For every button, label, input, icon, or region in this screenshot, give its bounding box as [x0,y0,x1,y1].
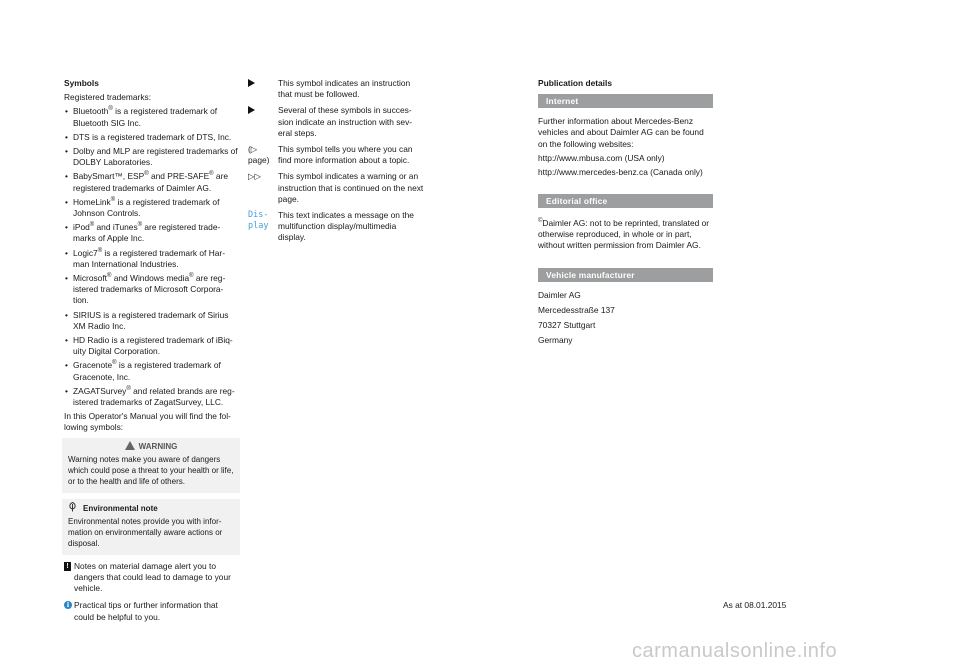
material-damage-note [64,561,238,595]
trademark-item: • Logic7® is a registered trademark of Har-man International Industries. [64,248,238,270]
internet-text: Further information about Mercedes-Benz vehicles and about Daimler AG can be found on the following websites: [538,116,704,149]
trademark-item: • Gracenote® is a registered trademark of Gracenote, Inc. [64,360,238,382]
environmental-note-text: Environmental notes provide you with infor-mation on environmentally aware actions or disposal. [68,516,223,548]
warning-triangle-icon [125,441,135,450]
publication-details-heading: Publication details [538,78,612,88]
symbol-label: ▷▷ [248,171,261,182]
symbol-cell [248,105,278,139]
editorial-text: ©Daimler AG: not to be reprinted, translated or otherwise reproduced, in whole or in part, without written permission from Daimler AG. [538,218,710,251]
trademark-item: • Microsoft® and Windows media® are reg-istered trademarks of Microsoft Corpora-tion. [64,273,238,307]
trademark-item: • BabySmart™, ESP® and PRE-SAFE® are registered trademarks of Daimler AG. [64,171,238,193]
symbol-cell [248,78,278,100]
environmental-note-title: Environmental note [68,502,234,514]
symbol-rows [248,78,426,244]
warning-text: Warning notes make you aware of dangers which could pose a threat to your health or life, or to the health and life of others. [68,454,234,486]
symbols-heading: Symbols [64,78,99,88]
info-icon: i [64,601,72,609]
symbol-label: (▷ page) [248,144,270,166]
environmental-note-box [62,499,240,555]
symbol-explanations-column [248,78,426,249]
manual-symbols-intro: In this Operator's Manual you will find the fol-lowing symbols: [64,411,231,433]
address-line: Daimler AG [538,289,581,300]
trademark-item: • HD Radio is a registered trademark of iBiq-uity Digital Corporation. [64,335,238,357]
edition-date: As at 08.01.2015 [723,600,787,610]
symbol-description: This symbol indicates an instruction that must be followed. [278,78,411,100]
instruction-arrow-icon [248,106,255,114]
address-line: Mercedesstraße 137 [538,304,615,315]
manufacturer-address [538,290,713,347]
exclamation-icon: ! [64,562,71,571]
trademark-item: • HomeLink® is a registered trademark of Johnson Controls. [64,197,238,219]
symbol-description: This text indicates a message on the multifunction display/multimedia display. [278,210,414,243]
mbusa-link[interactable]: http://www.mbusa.com (USA only) [538,152,665,163]
internet-section-bar: Internet [538,94,713,108]
registered-trademarks-label: Registered trademarks: [64,92,152,103]
trademark-item: • ZAGATSurvey® and related brands are reg-istered trademarks of ZagatSurvey, LLC. [64,386,238,408]
symbol-row [248,78,426,100]
practical-tips-note [64,600,238,622]
trademark-item: • iPod® and iTunes® are registered trade-marks of Apple Inc. [64,222,238,244]
symbol-row [248,144,426,166]
watermark: carmanualsonline.info [632,640,838,662]
trademark-list [64,106,238,408]
publication-details-column [538,78,713,350]
trademark-item: • Bluetooth® is a registered trademark of Bluetooth SIG Inc. [64,106,238,128]
symbol-description: Several of these symbols in succes-sion indicate an instruction with sev-eral steps. [278,105,413,138]
warning-title: WARNING [68,441,234,452]
material-damage-text: Notes on material damage alert you to dangers that could lead to damage to your vehicle. [74,560,231,594]
trademark-item: • DTS is a registered trademark of DTS, Inc. [64,132,238,143]
display-symbol: Dis‐ play [248,210,269,232]
symbol-row [248,105,426,139]
trademark-item: • Dolby and MLP are registered trademarks of DOLBY Laboratories. [64,146,238,168]
symbol-description: This symbol tells you where you can find more information about a topic. [278,144,413,166]
instruction-arrow-icon [248,79,255,87]
copyright-symbol: © [538,218,543,225]
leaf-icon [68,502,77,512]
symbol-row [248,210,426,244]
address-line: Germany [538,335,573,346]
warning-box [62,438,240,493]
mercedes-canada-link[interactable]: http://www.mercedes-benz.ca (Canada only) [538,167,703,178]
symbol-description: This symbol indicates a warning or an instruction that is continued on the next page. [278,171,424,204]
trademark-item: • SIRIUS is a registered trademark of Sirius XM Radio Inc. [64,310,238,332]
practical-tips-text: Practical tips or further information that could be helpful to you. [74,600,218,622]
vehicle-manufacturer-bar: Vehicle manufacturer [538,268,713,282]
address-line: 70327 Stuttgart [538,320,596,331]
symbols-column [64,78,238,627]
editorial-office-bar: Editorial office [538,194,713,208]
symbol-row [248,171,426,205]
